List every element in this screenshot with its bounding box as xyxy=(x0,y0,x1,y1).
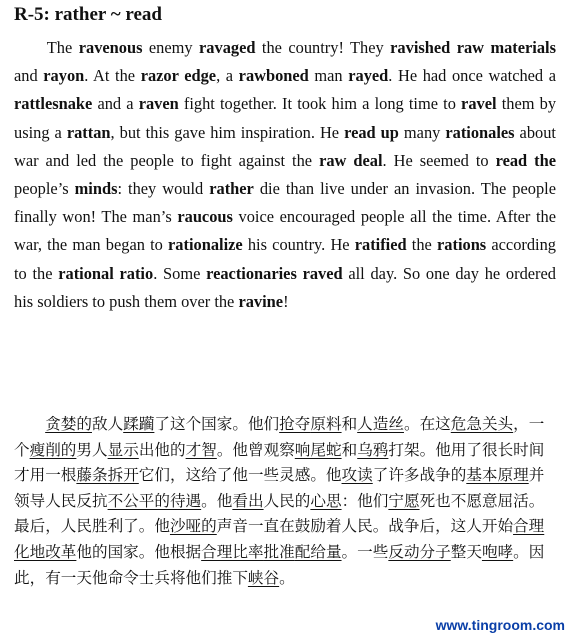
text-run: 。因此，有一天他命令士兵将他们推下 xyxy=(14,542,545,587)
translated-term: 咆哮 xyxy=(481,542,514,561)
text-run: 。 xyxy=(279,568,295,587)
text-run: 打架。他用了很长时间才用一根 xyxy=(14,440,545,485)
translated-term: 才智 xyxy=(185,440,217,459)
vocab-word: ravine xyxy=(238,291,284,311)
vocab-word: read the xyxy=(495,150,556,170)
text-run: 和 xyxy=(341,415,358,433)
text-run: 。他 xyxy=(201,491,233,510)
translated-term: 合理化地改革 xyxy=(14,517,545,561)
translated-term: 合理比率 xyxy=(201,542,264,561)
text-run: them by using a xyxy=(14,94,557,142)
text-run: fight together. It took him a long time to xyxy=(178,94,462,114)
vocab-word: rattlesnake xyxy=(14,94,93,114)
vocab-word: ravished xyxy=(390,38,451,57)
text-run: ：他们 xyxy=(341,491,389,510)
text-run: 并领导人民反抗 xyxy=(14,466,545,510)
translated-term: 宁愿 xyxy=(388,491,420,510)
translated-term: 沙哑的 xyxy=(169,517,217,536)
translated-term: 批准 xyxy=(263,542,295,561)
chinese-translation xyxy=(14,412,554,591)
translated-term: 峡谷 xyxy=(247,568,280,587)
translated-term: 显示 xyxy=(107,440,139,459)
vocab-word: rawboned xyxy=(238,66,309,86)
vocab-word: reactionaries xyxy=(206,263,297,283)
text-run: , a xyxy=(216,66,239,86)
text-run: 。在这 xyxy=(403,415,451,433)
text-run: 男人 xyxy=(76,440,108,459)
text-run: about war and led the people to fight against the xyxy=(14,122,556,170)
section-heading: R-5: rather ~ read xyxy=(14,4,162,25)
text-run: . He seemed to xyxy=(382,150,496,170)
translated-term: 拆开 xyxy=(107,466,139,485)
english-passage xyxy=(14,34,556,316)
text-run: people’s xyxy=(14,179,75,199)
translated-term: 反动分子 xyxy=(388,542,451,561)
text-run: 整天 xyxy=(450,542,482,561)
vocab-word: rayed xyxy=(348,66,389,86)
chinese-paragraph xyxy=(14,412,554,591)
english-paragraph xyxy=(14,34,556,316)
text-run: 他的国家。他根据 xyxy=(76,542,202,561)
text-run: 和 xyxy=(341,440,358,459)
text-run: 它们，这给了他一些灵感。他 xyxy=(138,466,342,485)
translated-term: 瘦削的 xyxy=(29,440,77,459)
vocab-word: raven xyxy=(138,94,179,114)
translated-term: 配给量 xyxy=(294,542,342,561)
translated-term: 不公平的待遇 xyxy=(107,491,202,510)
vocab-word: rational ratio xyxy=(58,263,154,283)
text-run: 了这个国家。他们 xyxy=(154,415,280,433)
translated-term: 藤条 xyxy=(76,466,108,485)
vocab-word: ravaged xyxy=(199,38,256,57)
text-run: his country. He xyxy=(242,235,355,255)
text-run: 声音一直在鼓励着人民。战争后，这人开始 xyxy=(216,517,514,536)
text-run: 死也不愿意屈活。最后，人民胜利了。他 xyxy=(14,491,545,536)
text-run: man xyxy=(308,66,349,86)
vocab-word: rattan xyxy=(66,122,111,142)
text-run: 出他的 xyxy=(138,440,186,459)
text-run: . Some xyxy=(153,263,207,283)
translated-term: 看出 xyxy=(232,491,264,510)
text-run: . At the xyxy=(84,66,141,86)
text-run: the country! They xyxy=(255,38,391,57)
vocab-word: raw materials xyxy=(456,38,556,57)
vocab-word: ratified xyxy=(354,235,407,255)
vocab-word: read up xyxy=(344,122,399,142)
vocab-word: minds xyxy=(74,179,118,199)
translated-term: 心思 xyxy=(310,491,342,510)
text-run: and xyxy=(14,66,44,86)
translated-term: 危急关头 xyxy=(450,415,514,433)
text-run: 。一些 xyxy=(341,542,389,561)
text-run: according to the xyxy=(14,235,556,283)
text-run: and a xyxy=(92,94,139,114)
vocab-word: raved xyxy=(302,263,343,283)
translated-term: 响尾蛇 xyxy=(294,440,342,459)
translated-term: 乌鸦 xyxy=(357,440,389,459)
text-run: enemy xyxy=(142,38,200,57)
site-watermark: www.tingroom.com xyxy=(435,617,565,633)
text-run: The xyxy=(46,38,79,57)
translated-term: 贪婪的 xyxy=(45,415,92,433)
vocab-word: razor edge xyxy=(140,66,217,86)
text-run: : they would xyxy=(117,179,210,199)
text-run: ，一个 xyxy=(14,415,545,459)
text-run: 。他曾观察 xyxy=(216,440,295,459)
vocab-word: rations xyxy=(437,235,487,255)
translated-term: 蹂躏 xyxy=(123,415,155,433)
text-run: many xyxy=(398,122,446,142)
text-run: voice encouraged people all the time. After the war, the man began to xyxy=(14,207,557,255)
translated-term: 抢夺 xyxy=(279,415,311,433)
text-run: the xyxy=(406,235,438,255)
translated-term: 人造丝 xyxy=(357,415,404,433)
vocab-word: rayon xyxy=(43,66,85,86)
vocab-word: raucous xyxy=(177,207,233,227)
vocab-word: ravel xyxy=(461,94,497,114)
text-run: 人民的 xyxy=(263,491,311,510)
vocab-word: raw deal xyxy=(319,150,383,170)
text-run: all day. So one day he ordered his soldiers to push them over the xyxy=(14,263,556,311)
translated-term: 原料 xyxy=(310,415,342,433)
text-run: 敌人 xyxy=(91,415,124,433)
vocab-word: rather xyxy=(209,179,254,199)
vocab-word: ravenous xyxy=(78,38,143,57)
text-run: . He had once watched a xyxy=(388,66,557,86)
translated-term: 攻读 xyxy=(341,466,373,485)
text-run: ! xyxy=(283,291,289,311)
text-run: die than live under an invasion. The people finally won! The man’s xyxy=(14,179,556,227)
text-run: , but this gave him inspiration. He xyxy=(110,122,345,142)
translated-term: 基本原理 xyxy=(466,466,529,485)
vocab-word: rationales xyxy=(445,122,515,142)
vocab-word: rationalize xyxy=(168,235,243,255)
text-run: 了许多战争的 xyxy=(372,466,467,485)
